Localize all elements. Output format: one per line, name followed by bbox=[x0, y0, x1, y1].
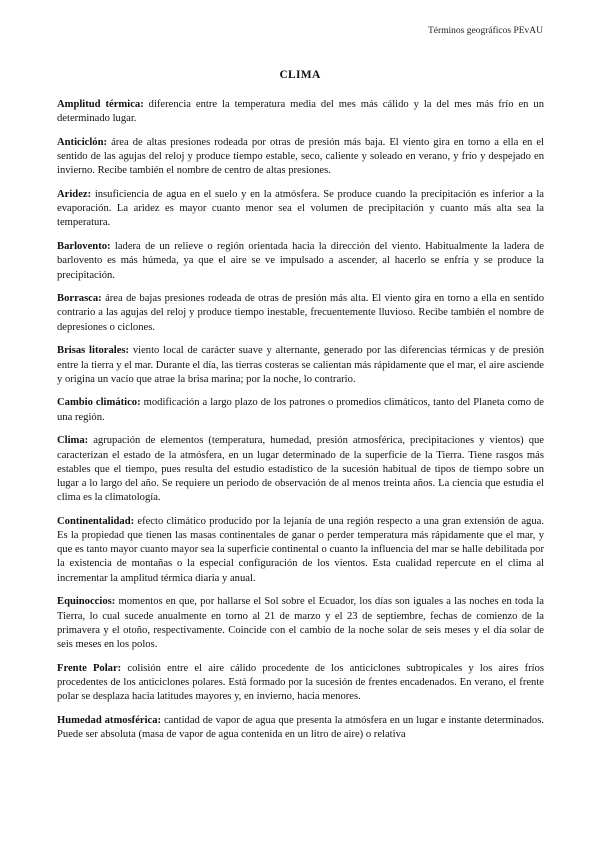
glossary-definition: ladera de un relieve o región orientada hacia la dirección del viento. Habitualmente la ladera de barlovento es más húmeda, ya que el aire se ve impulsado a ascender, al hacerlo se enfría y se produce la precipitación. bbox=[57, 241, 544, 281]
glossary-term: Borrasca: bbox=[57, 293, 102, 305]
glossary-term: Barlovento: bbox=[57, 241, 111, 253]
glossary-definition: viento local de carácter suave y alternante, generado por las diferencias térmicas y de presión entre la tierra y el mar. Durante el día, las tierras costeras se calientan más rápidamente que el mar, el aire asciende y origina un vacío que atrae la brisa marina; por la noche, lo contrario. bbox=[57, 345, 544, 385]
glossary-term: Amplitud térmica: bbox=[57, 99, 144, 110]
glossary-definition: momentos en que, por hallarse el Sol sobre el Ecuador, los días son iguales a las noches en toda la Tierra, lo cual sucede anualmente en torno al 21 de marzo y el 23 de septiembre, fechas de comienzo de la primavera y el otoño, respectivamente. Coincide con el cambio de la noche solar de seis meses y el día solar de seis meses en los polos. bbox=[57, 596, 544, 650]
glossary-term: Cambio climático: bbox=[57, 397, 141, 409]
running-header: Términos geográficos PEvAU bbox=[427, 26, 543, 36]
glossary-term: Aridez: bbox=[57, 189, 92, 201]
glossary-definition: cantidad de vapor de agua que presenta la atmósfera en un lugar e instante determinados. Puede ser absoluta (masa de vapor de agua contenida en un litro de aire) o relativa bbox=[57, 714, 544, 741]
glossary-entry-cambio-climatico bbox=[57, 396, 544, 424]
glossary-definition: área de altas presiones rodeada por otras de presión más baja. El viento gira en torno a ella en el sentido de las agujas del reloj y produce tiempo estable, seco, caliente y soleado en verano, y frío y despejado en invierno. Recibe también el nombre de centro de altas presiones. bbox=[57, 136, 544, 177]
glossary-entry-amplitud-termica bbox=[57, 98, 544, 126]
glossary-term: Humedad atmosférica: bbox=[57, 714, 162, 726]
glossary-entry-brisas-litorales bbox=[57, 344, 544, 387]
glossary-entry-frente-polar bbox=[57, 662, 544, 705]
glossary-definition: diferencia entre la temperatura media del mes más cálido y la del mes más frío en un determinado lugar. bbox=[57, 99, 544, 125]
glossary-term: Equinoccios: bbox=[57, 596, 116, 608]
glossary-term: Frente Polar: bbox=[57, 662, 122, 674]
glossary-term: Brisas litorales: bbox=[57, 345, 130, 357]
glossary-definition: insuficiencia de agua en el suelo y en la atmósfera. Se produce cuando la precipitación es inferior a la evaporación. La aridez es mayor cuanto menor sea el volumen de precipitación y cuanto más alta sea la temperatura. bbox=[57, 189, 544, 229]
glossary-entry-humedad-atmosferica bbox=[57, 714, 544, 742]
glossary-entry-anticiclon bbox=[57, 136, 544, 179]
glossary-entry-equinoccios bbox=[57, 595, 544, 652]
glossary-entry-barlovento bbox=[57, 240, 544, 283]
glossary-definition: efecto climático producido por la lejanía de una región respecto a una gran extensión de agua. Es la propiedad que tienen las masas continentales de ganar o perder temperatura más rápidamente que el mar, y que es tanto mayor cuanto mayor sea la superficie continental o cuanto la influencia del mar se halle debilitada por la existencia de montañas o la especial configuración de los vientos. Esta cualidad repercute en el clima al incrementar la amplitud térmica diaria y anual. bbox=[57, 515, 544, 584]
glossary-entry-borrasca bbox=[57, 292, 544, 335]
glossary-list bbox=[57, 98, 544, 752]
glossary-entry-continentalidad bbox=[57, 515, 544, 586]
glossary-term: Clima: bbox=[57, 435, 89, 447]
glossary-definition: modificación a largo plazo de los patrones o promedios climáticos, tanto del Planeta como de una región. bbox=[57, 397, 545, 423]
glossary-term: Continentalidad: bbox=[57, 515, 135, 527]
glossary-term: Anticiclón: bbox=[57, 136, 108, 148]
glossary-entry-clima bbox=[57, 434, 544, 505]
glossary-entry-aridez bbox=[57, 188, 544, 231]
glossary-definition: área de bajas presiones rodeada de otras de presión más alta. El viento gira en torno a ella en sentido contrario a las agujas del reloj y produce tiempo inestable, frecuentemente lluvioso. Recibe también el nombre de depresiones o ciclones. bbox=[57, 293, 544, 333]
page-title: CLIMA bbox=[279, 69, 321, 81]
glossary-definition: agrupación de elementos (temperatura, humedad, presión atmosférica, precipitaciones y vientos) que caracterizan el estado de la atmósfera, en un lugar determinado de la superficie de la Tierra. Tiene rasgos más estables que el tiempo, pues resulta del estudio estadístico de la sucesión habitual de tipos de tiempo sobre un lugar a lo largo del año. Se requiere un periodo de observación de al menos treinta años. La ciencia que estudia el clima es la climatología. bbox=[57, 435, 544, 504]
glossary-definition: colisión entre el aire cálido procedente de los anticiclones subtropicales y los aires fríos procedentes de los anticiclones polares. Está formado por la sucesión de frentes encadenados. En verano, el frente polar se desplaza hacia latitudes mayores y, en invierno, hacia menores. bbox=[57, 662, 544, 703]
